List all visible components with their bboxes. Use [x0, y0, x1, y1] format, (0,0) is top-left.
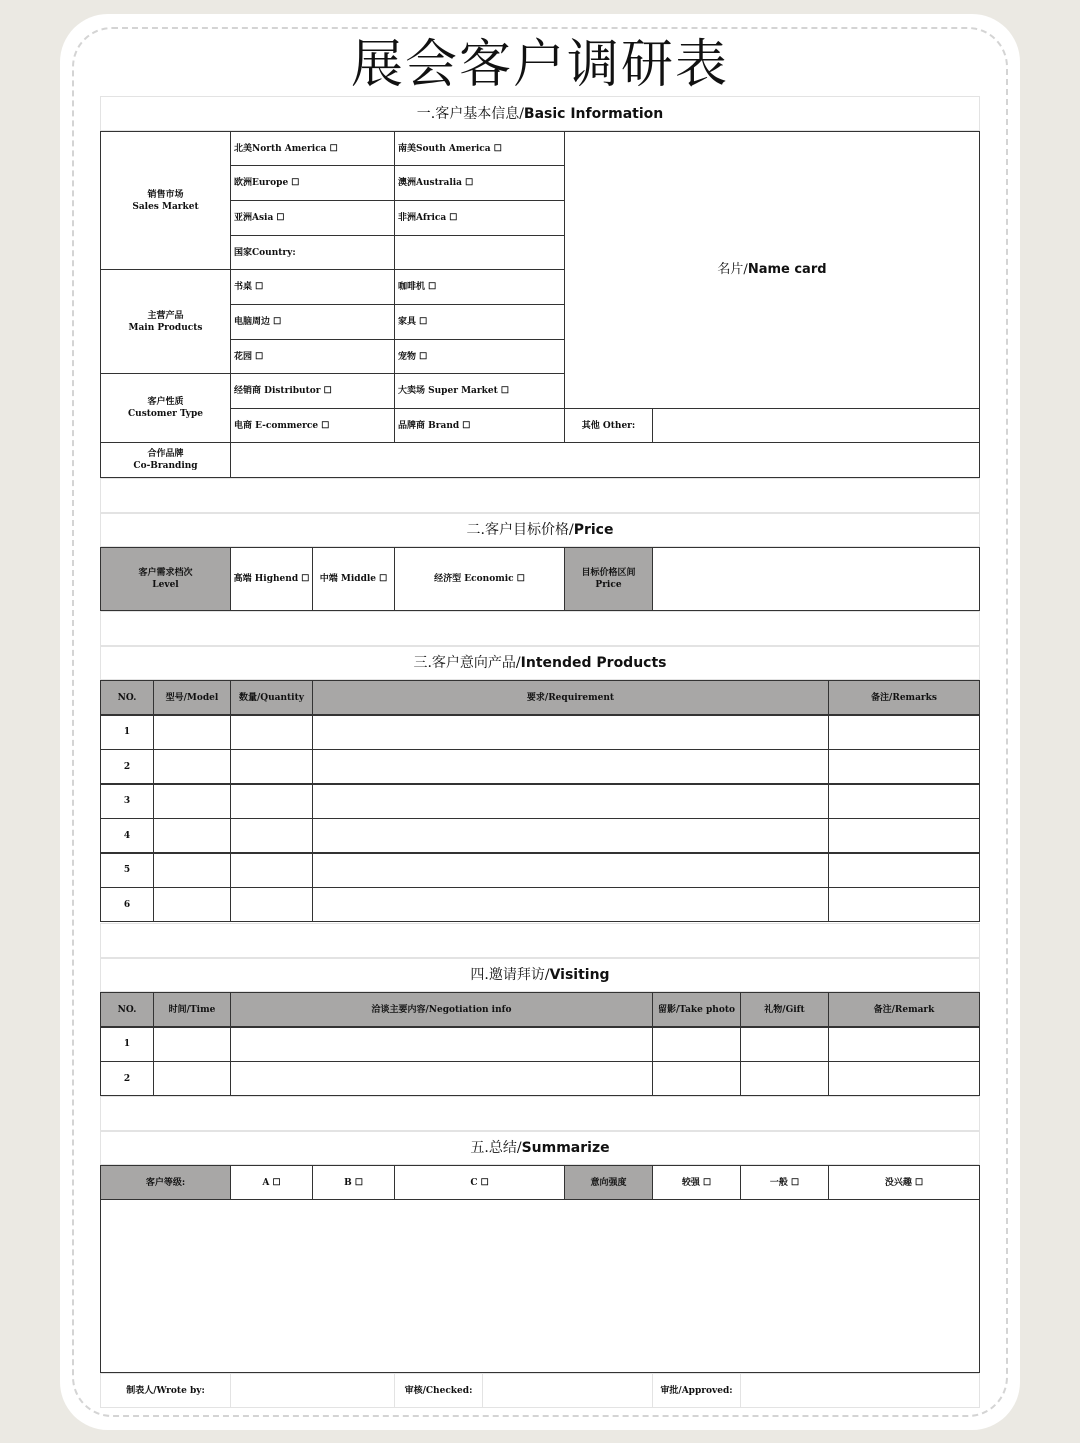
intended-row-cell[interactable] — [828, 887, 980, 922]
spacer-row — [100, 611, 980, 646]
sales-market-label — [100, 131, 231, 270]
intended-row-cell[interactable] — [230, 715, 313, 750]
section-2-title — [100, 513, 980, 547]
level-highend[interactable]: 高端 Highend ☐ — [230, 547, 313, 611]
section-5-title-en: Summarize — [521, 1140, 610, 1156]
cobranding-label-cn: 合作品牌 — [147, 449, 184, 459]
sales-market-label-en: Sales Market — [132, 201, 199, 212]
visiting-row-number: 1 — [100, 1027, 154, 1062]
spacer-row — [100, 1096, 980, 1131]
intended-row-cell[interactable] — [230, 749, 313, 784]
other-label: 其他 Other: — [564, 408, 653, 443]
intended-row-cell[interactable] — [230, 853, 313, 888]
intended-row-cell[interactable] — [828, 853, 980, 888]
grade-c[interactable]: C ☐ — [394, 1165, 565, 1200]
market-south-america[interactable]: 南美South America ☐ — [394, 131, 565, 166]
section-5-title-cn: 五.总结/ — [470, 1140, 522, 1156]
product-garden[interactable]: 花园 ☐ — [230, 339, 395, 374]
intended-header-cell: 数量/Quantity — [230, 680, 313, 715]
level-middle[interactable]: 中端 Middle ☐ — [312, 547, 395, 611]
checked-label: 审核/Checked: — [394, 1373, 483, 1408]
intended-row-cell[interactable] — [153, 887, 231, 922]
intent-none[interactable]: 没兴趣 ☐ — [828, 1165, 980, 1200]
survey-sheet — [100, 96, 980, 1408]
intended-row-cell[interactable] — [230, 887, 313, 922]
intended-row-cell[interactable] — [153, 715, 231, 750]
visiting-header-cell: 备注/Remark — [828, 992, 980, 1027]
market-africa[interactable]: 非洲Africa ☐ — [394, 200, 565, 236]
visiting-header-cell: 洽谈主要内容/Negotiation info — [230, 992, 653, 1027]
visiting-row-cell[interactable] — [153, 1061, 231, 1096]
intended-header-cell: NO. — [100, 680, 154, 715]
intended-row-cell[interactable] — [828, 715, 980, 750]
visiting-row-cell[interactable] — [652, 1027, 741, 1062]
market-australia[interactable]: 澳洲Australia ☐ — [394, 165, 565, 201]
intended-row-cell[interactable] — [153, 853, 231, 888]
intended-row-cell[interactable] — [828, 784, 980, 819]
approved-input[interactable] — [740, 1373, 980, 1408]
section-3-title — [100, 646, 980, 680]
intended-row-number: 2 — [100, 749, 154, 784]
market-country[interactable]: 国家Country: — [230, 235, 395, 270]
name-card-area[interactable] — [564, 131, 980, 409]
intended-row-number: 6 — [100, 887, 154, 922]
market-asia[interactable]: 亚洲Asia ☐ — [230, 200, 395, 236]
level-label-en: Level — [152, 580, 179, 590]
cobranding-label — [100, 442, 231, 478]
target-price-label-en: Price — [595, 580, 622, 590]
type-supermarket[interactable]: 大卖场 Super Market ☐ — [394, 373, 565, 409]
level-label-cn: 客户需求档次 — [138, 568, 193, 578]
section-4-title-cn: 四.邀请拜访/ — [470, 967, 550, 983]
section-2-title-cn: 二.客户目标价格/ — [466, 522, 574, 538]
intended-row-cell[interactable] — [312, 887, 829, 922]
spacer-row — [100, 923, 980, 958]
section-1-title-cn: 一.客户基本信息/ — [416, 105, 524, 122]
cobranding-label-en: Co-Branding — [133, 461, 198, 471]
intended-row-number: 4 — [100, 818, 154, 853]
section-5-title — [100, 1131, 980, 1165]
visiting-row-cell[interactable] — [230, 1061, 653, 1096]
intended-row-cell[interactable] — [312, 784, 829, 819]
grade-label: 客户等级: — [100, 1165, 231, 1200]
product-pet[interactable]: 宠物 ☐ — [394, 339, 565, 374]
intent-strong[interactable]: 较强 ☐ — [652, 1165, 741, 1200]
visiting-row-cell[interactable] — [828, 1061, 980, 1096]
product-computer-peripherals[interactable]: 电脑周边 ☐ — [230, 304, 395, 340]
visiting-row-cell[interactable] — [230, 1027, 653, 1062]
checked-input[interactable] — [482, 1373, 653, 1408]
product-furniture[interactable]: 家具 ☐ — [394, 304, 565, 340]
main-products-label — [100, 269, 231, 374]
visiting-header-cell: 时间/Time — [153, 992, 231, 1027]
target-price-label-cn: 目标价格区间 — [581, 568, 636, 578]
spacer-row — [100, 478, 980, 513]
section-3-title-cn: 三.客户意向产品/ — [413, 655, 521, 671]
intended-row-number: 1 — [100, 715, 154, 750]
product-desk[interactable]: 书桌 ☐ — [230, 269, 395, 305]
section-4-title — [100, 958, 980, 992]
intended-row-cell[interactable] — [312, 749, 829, 784]
intended-row-cell[interactable] — [312, 715, 829, 750]
cobranding-input[interactable] — [230, 442, 980, 478]
intended-row-cell[interactable] — [153, 784, 231, 819]
target-price-input[interactable] — [652, 547, 980, 611]
intended-row-number: 3 — [100, 784, 154, 819]
visiting-header-cell: NO. — [100, 992, 154, 1027]
intended-row-cell[interactable] — [828, 749, 980, 784]
intended-row-cell[interactable] — [312, 818, 829, 853]
main-products-label-en: Main Products — [128, 322, 203, 333]
intended-row-number: 5 — [100, 853, 154, 888]
wrote-by-label: 制表人/Wrote by: — [100, 1373, 231, 1408]
section-1-title — [100, 96, 980, 131]
level-label — [100, 547, 231, 611]
grade-b[interactable]: B ☐ — [312, 1165, 395, 1200]
visiting-row-number: 2 — [100, 1061, 154, 1096]
market-country-blank[interactable] — [394, 235, 565, 270]
other-input[interactable] — [652, 408, 980, 443]
level-economic[interactable]: 经济型 Economic ☐ — [394, 547, 565, 611]
intended-row-cell[interactable] — [230, 818, 313, 853]
intent-average[interactable]: 一般 ☐ — [740, 1165, 829, 1200]
summary-text-area[interactable] — [100, 1199, 980, 1373]
type-ecommerce[interactable]: 电商 E-commerce ☐ — [230, 408, 395, 443]
customer-type-label-en: Customer Type — [127, 409, 203, 419]
market-north-america[interactable]: 北美North America ☐ — [230, 131, 395, 166]
visiting-row-cell[interactable] — [828, 1027, 980, 1062]
intended-row-cell[interactable] — [312, 853, 829, 888]
intended-row-cell[interactable] — [828, 818, 980, 853]
intent-label: 意向强度 — [564, 1165, 653, 1200]
type-distributor[interactable]: 经销商 Distributor ☐ — [230, 373, 395, 409]
visiting-row-cell[interactable] — [740, 1027, 829, 1062]
name-card-label-cn: 名片/ — [717, 262, 748, 277]
visiting-header-cell: 留影/Take photo — [652, 992, 741, 1027]
section-2-title-en: Price — [573, 522, 614, 538]
intended-row-cell[interactable] — [153, 818, 231, 853]
target-price-label — [564, 547, 653, 611]
main-products-label-cn: 主营产品 — [147, 310, 184, 321]
intended-header-cell: 要求/Requirement — [312, 680, 829, 715]
section-1-title-en: Basic Information — [523, 105, 664, 122]
market-europe[interactable]: 欧洲Europe ☐ — [230, 165, 395, 201]
wrote-by-input[interactable] — [230, 1373, 395, 1408]
intended-row-cell[interactable] — [153, 749, 231, 784]
intended-row-cell[interactable] — [230, 784, 313, 819]
intended-header-cell: 备注/Remarks — [828, 680, 980, 715]
page-title: 展会客户调研表 — [350, 35, 729, 95]
visiting-row-cell[interactable] — [153, 1027, 231, 1062]
product-coffee-machine[interactable]: 咖啡机 ☐ — [394, 269, 565, 305]
section-4-title-en: Visiting — [549, 967, 610, 983]
type-brand[interactable]: 品牌商 Brand ☐ — [394, 408, 565, 443]
approved-label: 审批/Approved: — [652, 1373, 741, 1408]
customer-type-label — [100, 373, 231, 443]
visiting-header-cell: 礼物/Gift — [740, 992, 829, 1027]
grade-a[interactable]: A ☐ — [230, 1165, 313, 1200]
visiting-row-cell[interactable] — [740, 1061, 829, 1096]
name-card-label-en: Name card — [747, 262, 827, 277]
visiting-row-cell[interactable] — [652, 1061, 741, 1096]
sales-market-label-cn: 销售市场 — [147, 189, 184, 200]
section-3-title-en: Intended Products — [520, 655, 667, 671]
customer-type-label-cn: 客户性质 — [147, 397, 184, 407]
intended-header-cell: 型号/Model — [153, 680, 231, 715]
